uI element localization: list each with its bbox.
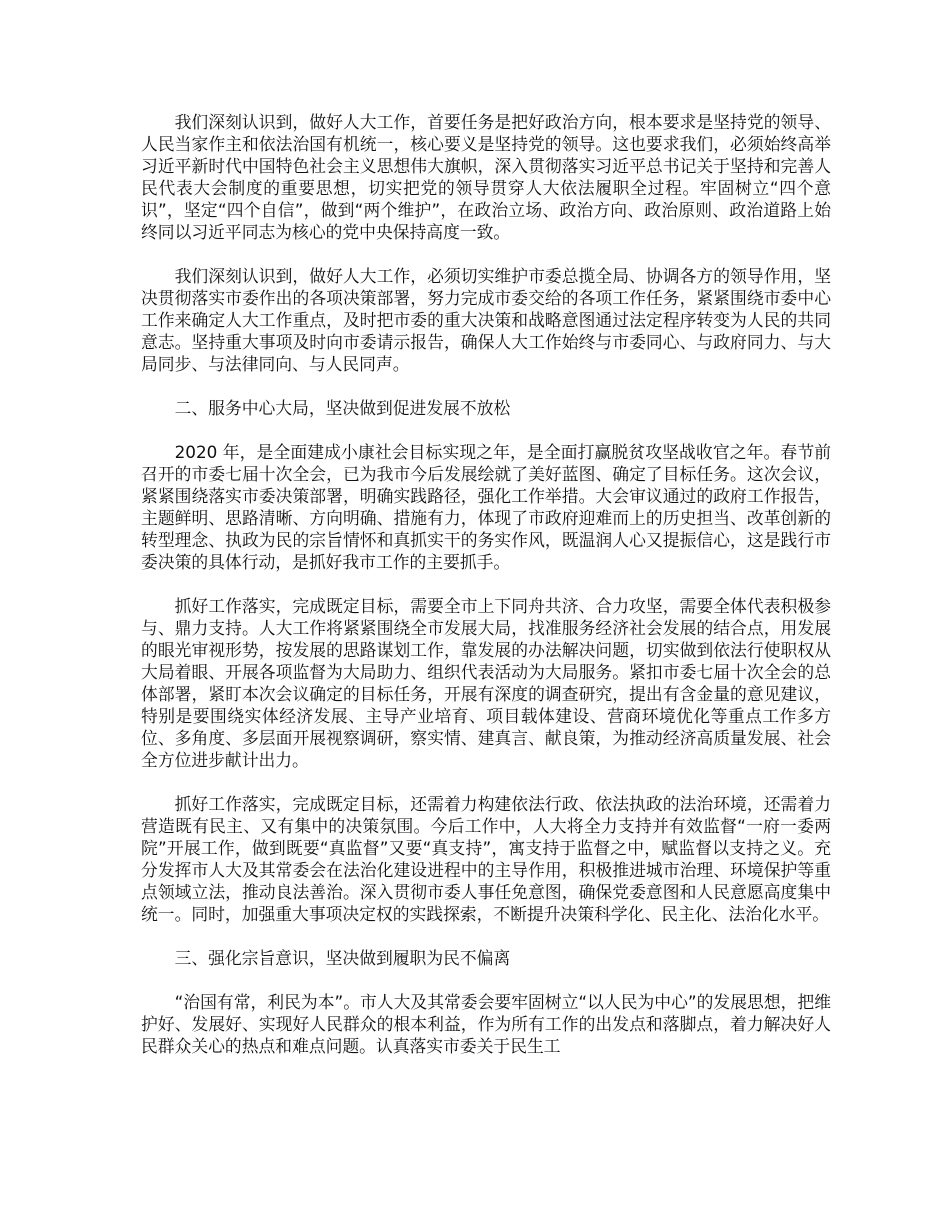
paragraph-work-implementation-2: 抓好工作落实，完成既定目标，还需着力构建依法行政、依法执政的法治环境，还需着力营造既有民主、又有集中的决策氛围。今后工作中，人大将全力支持并有效监督“一府一委两院”开展工作，做到既要“真监督”又要“真支持”，寓支持于监督之中，赋监督以支持之义。充分发挥市人大及其常委会在法治化建设进程中的主导作用，积极推进城市治理、环境保护等重点领域立法，推动良法善治。深入贯彻市委人事任免意图，确保党委意图和人民意愿高度集中统一。同时，加强重大事项决定权的实践探索，不断提升决策科学化、民主化、法治化水平。 <box>141 794 831 924</box>
section-heading-3: 三、强化宗旨意识，坚决做到履职为民不偏离 <box>174 948 511 968</box>
paragraph-2020-goals: 2020 年，是全面建成小康社会目标实现之年，是全面打赢脱贫攻坚战收官之年。春节前召开的市委七届十次全会，已为我市今后发展绘就了美好蓝图、确定了目标任务。这次会议，紧紧围绕落实市委决策部署，明确实践路径，强化工作举措。大会审议通过的政府工作报告，主题鲜明、思路清晰、方向明确、措施有力，体现了市政府迎难而上的历史担当、改革创新的转型理念、执政为民的宗旨情怀和真抓实干的务实作风，既温润人心又提振信心，这是践行市委决策的具体行动，是抓好我市工作的主要抓手。 <box>141 442 831 572</box>
paragraph-work-implementation-1: 抓好工作落实，完成既定目标，需要全市上下同舟共济、合力攻坚，需要全体代表积极参与、鼎力支持。人大工作将紧紧围绕全市发展大局，找准服务经济社会发展的结合点，用发展的眼光审视形势，按发展的思路谋划工作，靠发展的办法解决问题，切实做到依法行使职权从大局着眼、开展各项监督为大局助力、组织代表活动为大局服务。紧扣市委七届十次全会的总体部署，紧盯本次会议确定的目标任务，开展有深度的调查研究，提出有含金量的意见建议，特别是要围绕实体经济发展、主导产业培育、项目载体建设、营商环境优化等重点工作多方位、多角度、多层面开展视察调研，察实情、建真言、献良策，为推动经济高质量发展、社会全方位进步献计出力。 <box>141 596 831 770</box>
paragraph-party-leadership: 我们深刻认识到，做好人大工作，必须切实维护市委总揽全局、协调各方的领导作用，坚决贯彻落实市委作出的各项决策部署，努力完成市委交给的各项工作任务，紧紧围绕市委中心工作来确定人大工作重点，及时把市委的重大决策和战略意图通过法定程序转变为人民的共同意志。坚持重大事项及时向市委请示报告，确保人大工作始终与市委同心、与政府同力、与大局同步、与法律同向、与人民同声。 <box>141 266 831 374</box>
paragraph-people-centered: “治国有常，利民为本”。市人大及其常委会要牢固树立“以人民为中心”的发展思想，把维护好、发展好、实现好人民群众的根本利益，作为所有工作的出发点和落脚点，着力解决好人民群众关心的热点和难点问题。认真落实市委关于民生工 <box>141 992 831 1056</box>
document-page <box>141 111 831 1079</box>
section-heading-2: 二、服务中心大局，坚决做到促进发展不放松 <box>174 398 511 418</box>
paragraph-political-direction: 我们深刻认识到，做好人大工作，首要任务是把好政治方向，根本要求是坚持党的领导、人民当家作主和依法治国有机统一，核心要义是坚持党的领导。这也要求我们，必须始终高举习近平新时代中国特色社会主义思想伟大旗帜，深入贯彻落实习近平总书记关于坚持和完善人民代表大会制度的重要思想，切实把党的领导贯穿人大依法履职全过程。牢固树立“四个意识”，坚定“四个自信”，做到“两个维护”，在政治立场、政治方向、政治原则、政治道路上始终同以习近平同志为核心的党中央保持高度一致。 <box>141 112 831 242</box>
